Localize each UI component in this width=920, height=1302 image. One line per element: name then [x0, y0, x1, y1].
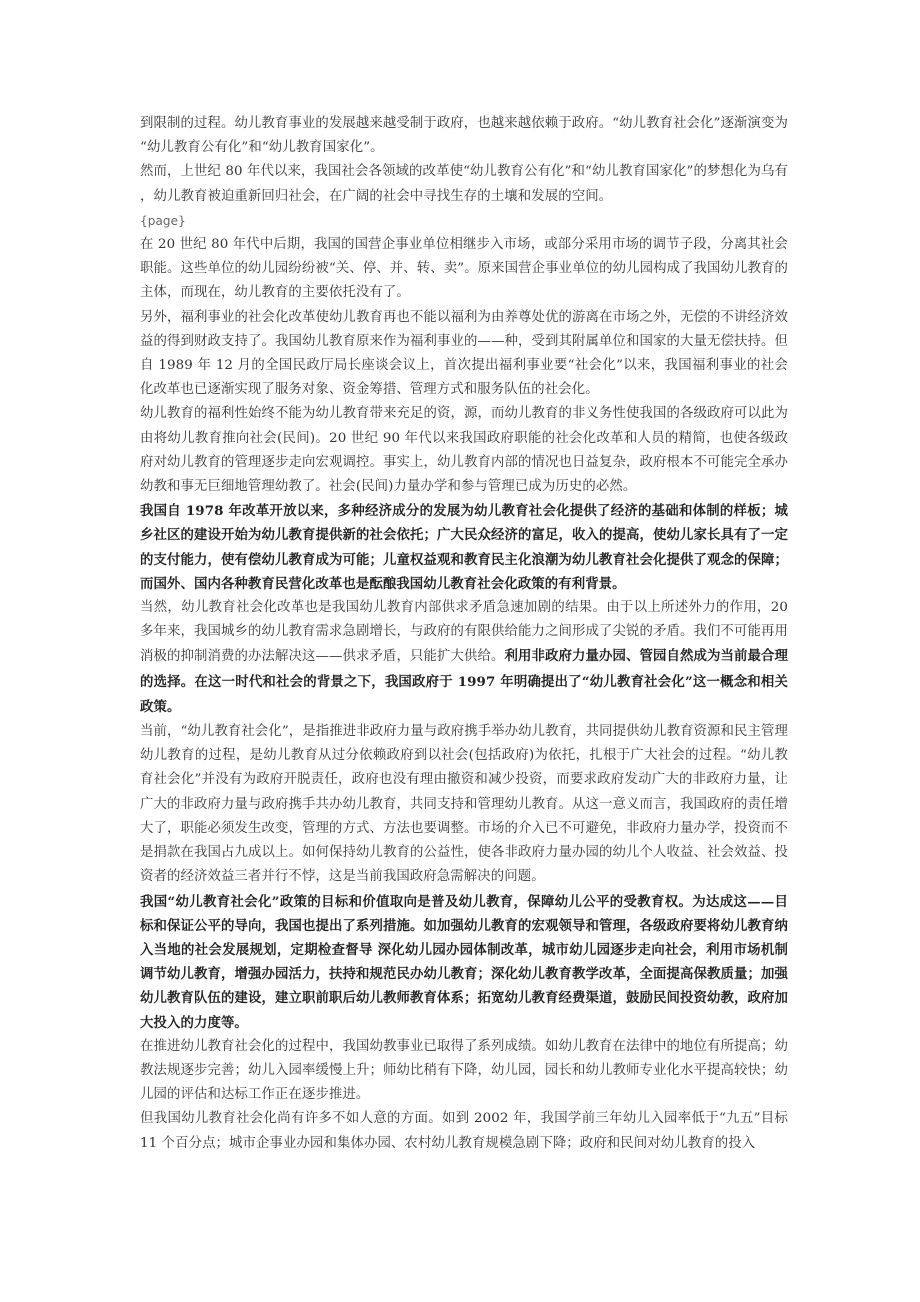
paragraph-7-bold: 利用非政府力量办园、管园自然成为当前最合理的选择。在这一时代和社会的背景之下，我国政府于 1997 年明确提出了“幼儿教育社会化”这一概念和相关政策。 [140, 648, 788, 715]
paragraph-10: 在推进幼儿教育社会化的过程中，我国幼教事业已取得了系列成绩。如幼儿教育在法律中的地位有所提高；幼教法规逐步完善；幼儿入园率缓慢上升；师幼比稍有下降，幼儿园，园长和幼儿教师专业化水平提高较快；幼儿园的评估和达标工作正在逐步推进。 [140, 1038, 788, 1103]
paragraph-4: 另外，福利事业的社会化改革使幼儿教育再也不能以福利为由养尊处优的游离在市场之外，无偿的不讲经济效益的得到财政支持了。我国幼儿教育原来作为福利事业的——种，受到其附属单位和国家的大量无偿扶持。但自 1989 年 12 月的全国民政厅局长座谈会议上，首次提出福利事业要“社会化”以来，我国福利事业的社会化改革也已逐渐实现了服务对象、资金筹措、管理方式和服务队伍的社会化。 [140, 309, 788, 398]
paragraph-7-normal: 当然，幼儿教育社会化改革也是我国幼儿教育内部供求矛盾急速加剧的结果。由于以上所述外力的作用，20 多年来，我国城乡的幼儿教育需求急剧增长，与政府的有限供给能力之间形成了尖锐的矛盾。我们不可能再用消极的抑制消费的办法解决这——供求矛盾，只能扩大供给。 [140, 600, 788, 665]
paragraph-7 [140, 596, 788, 720]
paragraph-3: 在 20 世纪 80 年代中后期，我国的国营企事业单位相继步入市场，或部分采用市场的调节子段，分离其社会职能。这些单位的幼儿园纷纷被“关、停、并、转、卖”。原来国营企事业单位的幼儿园构成了我国幼儿教育的主体，而现在，幼儿教育的主要依托没有了。 [140, 237, 788, 301]
paragraph-8: 当前，“幼儿教育社会化”，是指推进非政府力量与政府携手举办幼儿教育，共同提供幼儿教育资源和民主管理幼儿教育的过程，是幼儿教育从过分依赖政府到以社会(包括政府)为依托，扎根于广大社会的过程。“幼儿教育社会化”并没有为政府开脱责任，政府也没有理由撤资和减少投资，而要求政府发动广大的非政府力量，让广大的非政府力量与政府携手共办幼儿教育，共同支持和管理幼儿教育。从这一意义而言，我国政府的责任增大了，职能必须发生改变，管理的方式、方法也要调整。市场的介入已不可避免，非政府力量办学，投资而不是捐款在我国占九成以上。如何保持幼儿教育的公益性，使各非政府力量办园的幼儿个人收益、社会效益、投资者的经济效益三者并行不悖，这是当前我国政府急需解决的问题。 [140, 724, 788, 885]
paragraph-2: 然而，上世纪 80 年代以来，我国社会各领域的改革使“幼儿教育公有化”和“幼儿教育国家化”的梦想化为乌有，幼儿教育被迫重新回归社会，在广阔的社会中寻找生存的土壤和发展的空间。 [140, 164, 788, 204]
paragraph-9-bold: 我国“幼儿教育社会化”政策的目标和价值取向是普及幼儿教育，保障幼儿公平的受教育权。为达成这——目标和保证公平的导向，我国也提出了系列措施。如加强幼儿教育的宏观领导和管理，各级政府要将幼儿教育纳入当地的社会发展规划，定期检查督导 深化幼儿园办园体制改革，城市幼儿园逐步走向社会，利用市场机制调节幼儿教育，增强办园活力，扶持和规范民办幼儿教育；深化幼儿教育教学改革，全面提高保教质量；加强幼儿教育队伍的建设，建立职前职后幼儿教师教育体系；拓宽幼儿教育经费渠道，鼓励民间投资幼教，政府加大投入的力度等。 [140, 893, 788, 1031]
paragraph-11: 但我国幼儿教育社会化尚有许多不如人意的方面。如到 2002 年，我国学前三年幼儿入园率低于“九五”目标 11 个百分点；城市企事业办园和集体办园、农村幼儿教育规模急剧下降；政府和民间对幼儿教育的投入 [140, 1111, 788, 1151]
paragraph-6-bold: 我国自 1978 年改革开放以来，多种经济成分的发展为幼儿教育社会化提供了经济的基础和体制的样板；城乡社区的建设开始为幼儿教育提供新的社会依托；广大民众经济的富足，收入的提高，使幼儿家长具有了一定的支付能力，使有偿幼儿教育成为可能；儿童权益观和教育民主化浪潮为幼儿教育社会化提供了观念的保障；而国外、国内各种教育民营化改革也是酝酿我国幼儿教育社会化政策的有利背景。 [140, 503, 788, 592]
paragraph-5: 幼儿教育的福利性始终不能为幼儿教育带来充足的资，源，而幼儿教育的非义务性使我国的各级政府可以此为由将幼儿教育推向社会(民间)。20 世纪 90 年代以来我国政府职能的社会化改革和人员的精简，也使各级政府对幼儿教育的管理逐步走向宏观调控。事实上，幼儿教育内部的情况也日益复杂，政府根本不可能完全承办幼教和事无巨细地管理幼教了。社会(民间)力量办学和参与管理已成为历史的必然。 [140, 406, 788, 495]
document-body [140, 112, 788, 1156]
page-marker: {page} [140, 213, 186, 228]
paragraph-1: 到限制的过程。幼儿教育事业的发展越来越受制于政府，也越来越依赖于政府。“幼儿教育社会化”逐渐演变为“幼儿教育公有化”和“幼儿教育国家化”。 [140, 116, 788, 156]
